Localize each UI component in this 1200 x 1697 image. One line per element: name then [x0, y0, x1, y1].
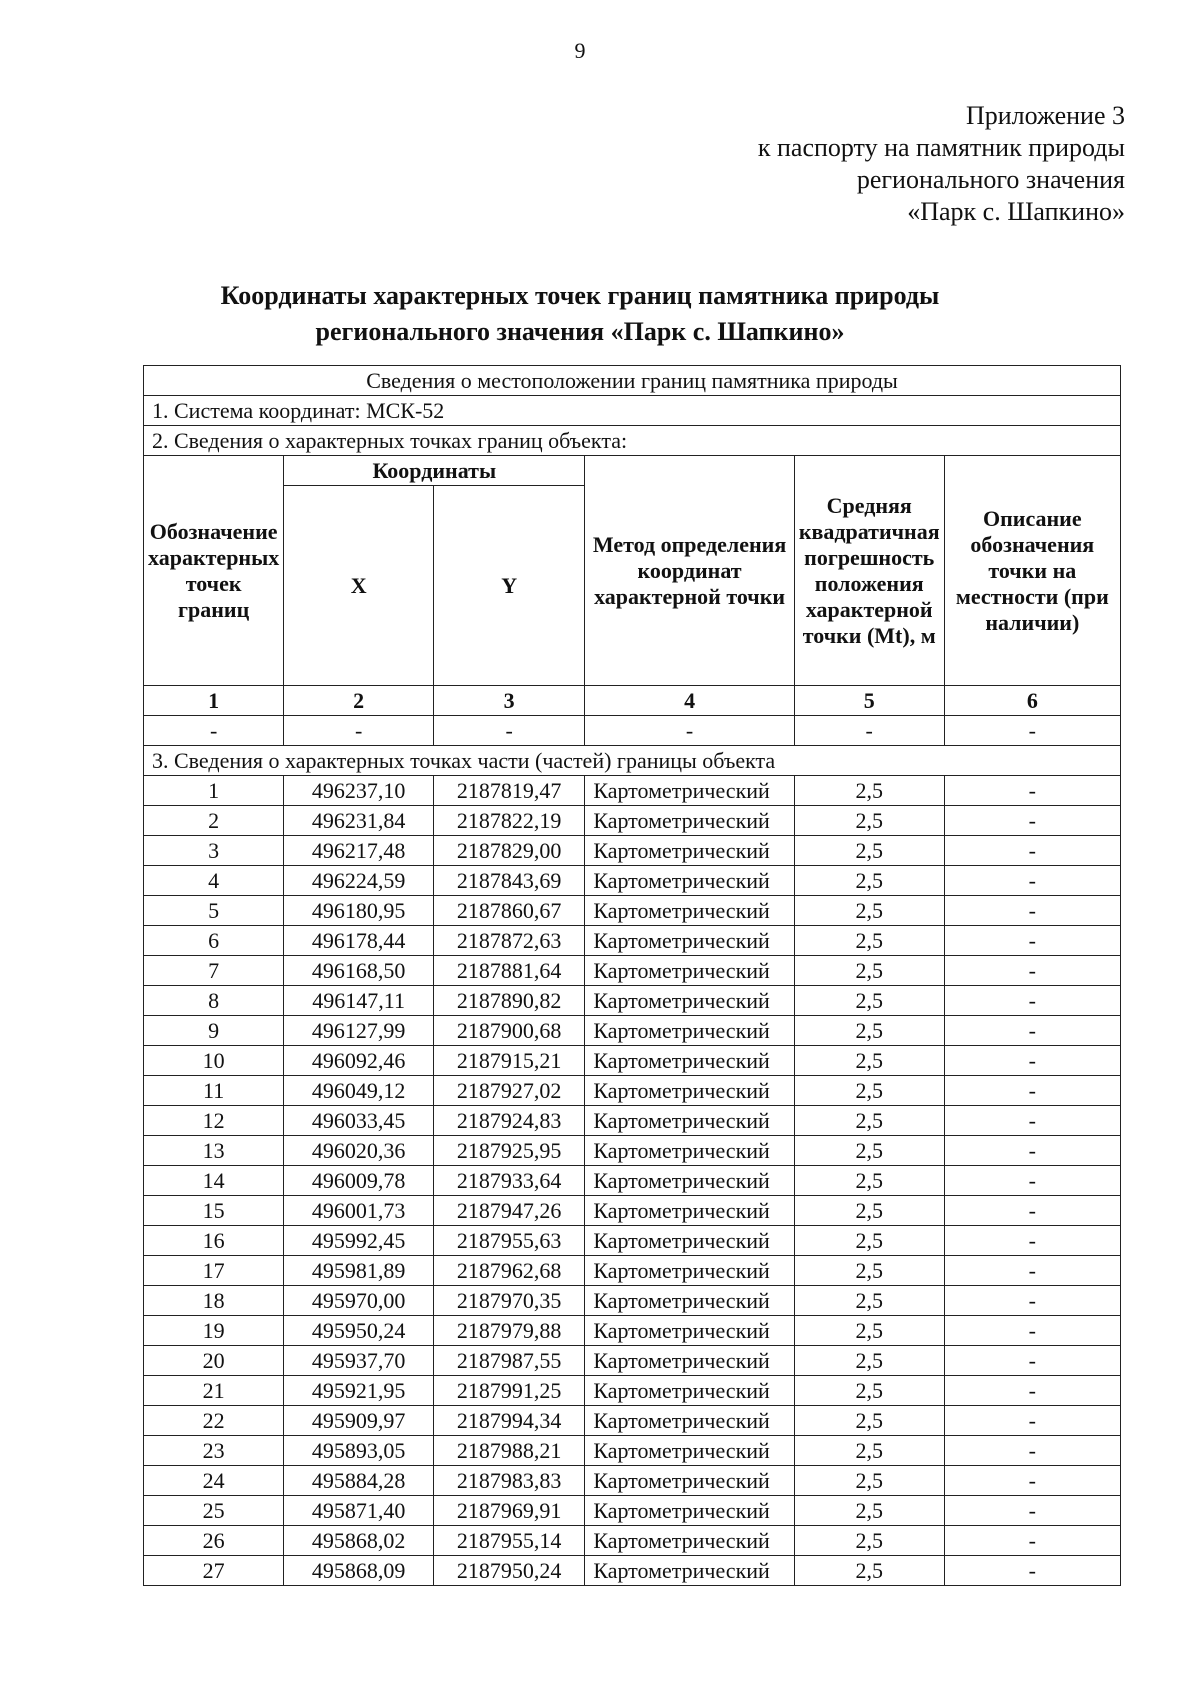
empty-cell: -: [794, 716, 944, 746]
header-y: Y: [433, 486, 584, 686]
description: -: [944, 926, 1120, 956]
col-number: 2: [284, 686, 434, 716]
y-coordinate: 2187900,68: [433, 1016, 584, 1046]
description: -: [944, 1046, 1120, 1076]
column-number-row: [144, 686, 1121, 716]
description: -: [944, 776, 1120, 806]
empty-cell: -: [585, 716, 794, 746]
method: Картометрический: [585, 866, 794, 896]
error-value: 2,5: [794, 1436, 944, 1466]
description: -: [944, 1556, 1120, 1586]
y-coordinate: 2187947,26: [433, 1196, 584, 1226]
table-row: [144, 1136, 1121, 1166]
error-value: 2,5: [794, 1376, 944, 1406]
header-method: Метод определения координат характерной точки: [585, 456, 794, 686]
table-row: [144, 1346, 1121, 1376]
point-number: 25: [144, 1496, 284, 1526]
description: -: [944, 1166, 1120, 1196]
col-number: 4: [585, 686, 794, 716]
error-value: 2,5: [794, 1226, 944, 1256]
error-value: 2,5: [794, 806, 944, 836]
method: Картометрический: [585, 1496, 794, 1526]
error-value: 2,5: [794, 866, 944, 896]
coordinates-table: [143, 365, 1121, 1586]
y-coordinate: 2187994,34: [433, 1406, 584, 1436]
appendix-line: регионального значения: [856, 165, 1125, 194]
x-coordinate: 495992,45: [284, 1226, 434, 1256]
method: Картометрический: [585, 956, 794, 986]
x-coordinate: 495981,89: [284, 1256, 434, 1286]
error-value: 2,5: [794, 836, 944, 866]
description: -: [944, 1016, 1120, 1046]
table-row: [144, 1496, 1121, 1526]
x-coordinate: 496001,73: [284, 1196, 434, 1226]
x-coordinate: 496168,50: [284, 956, 434, 986]
header-error: Средняя квадратичная погрешность положения характерной точки (Mt), м: [794, 456, 944, 686]
point-number: 19: [144, 1316, 284, 1346]
table-row: [144, 1526, 1121, 1556]
method: Картометрический: [585, 1166, 794, 1196]
error-value: 2,5: [794, 1526, 944, 1556]
section-row: [144, 426, 1121, 456]
point-number: 9: [144, 1016, 284, 1046]
error-value: 2,5: [794, 1136, 944, 1166]
description: -: [944, 1256, 1120, 1286]
error-value: 2,5: [794, 1556, 944, 1586]
y-coordinate: 2187915,21: [433, 1046, 584, 1076]
table-caption-row: [144, 366, 1121, 396]
description: -: [944, 1226, 1120, 1256]
x-coordinate: 495871,40: [284, 1496, 434, 1526]
error-value: 2,5: [794, 1016, 944, 1046]
point-number: 6: [144, 926, 284, 956]
description: -: [944, 1076, 1120, 1106]
coordinate-system: 1. Система координат: МСК-52: [144, 396, 1121, 426]
table-row: [144, 1376, 1121, 1406]
x-coordinate: 496217,48: [284, 836, 434, 866]
point-number: 18: [144, 1286, 284, 1316]
header-point: Обозначение характерных точек границ: [144, 456, 284, 686]
header-row: [144, 456, 1121, 486]
table-row: [144, 776, 1121, 806]
empty-row: [144, 716, 1121, 746]
description: -: [944, 896, 1120, 926]
y-coordinate: 2187962,68: [433, 1256, 584, 1286]
x-coordinate: 496231,84: [284, 806, 434, 836]
y-coordinate: 2187979,88: [433, 1316, 584, 1346]
x-coordinate: 496224,59: [284, 866, 434, 896]
table-row: [144, 1196, 1121, 1226]
description: -: [944, 836, 1120, 866]
x-coordinate: 495950,24: [284, 1316, 434, 1346]
error-value: 2,5: [794, 1406, 944, 1436]
x-coordinate: 496020,36: [284, 1136, 434, 1166]
table-row: [144, 896, 1121, 926]
method: Картометрический: [585, 1196, 794, 1226]
appendix-line: «Парк с. Шапкино»: [907, 197, 1125, 226]
method: Картометрический: [585, 806, 794, 836]
point-number: 27: [144, 1556, 284, 1586]
method: Картометрический: [585, 1316, 794, 1346]
col-number: 6: [944, 686, 1120, 716]
method: Картометрический: [585, 926, 794, 956]
error-value: 2,5: [794, 896, 944, 926]
description: -: [944, 1106, 1120, 1136]
table-row: [144, 986, 1121, 1016]
y-coordinate: 2187955,63: [433, 1226, 584, 1256]
error-value: 2,5: [794, 1496, 944, 1526]
table-row: [144, 1226, 1121, 1256]
appendix-line: к паспорту на памятник природы: [757, 133, 1125, 162]
table-row: [144, 1286, 1121, 1316]
table-row: [144, 926, 1121, 956]
y-coordinate: 2187819,47: [433, 776, 584, 806]
x-coordinate: 495893,05: [284, 1436, 434, 1466]
method: Картометрический: [585, 1466, 794, 1496]
y-coordinate: 2187925,95: [433, 1136, 584, 1166]
x-coordinate: 496092,46: [284, 1046, 434, 1076]
description: -: [944, 986, 1120, 1016]
x-coordinate: 495868,09: [284, 1556, 434, 1586]
table-row: [144, 1556, 1121, 1586]
method: Картометрический: [585, 1556, 794, 1586]
table-row: [144, 1316, 1121, 1346]
table-row: [144, 1076, 1121, 1106]
y-coordinate: 2187969,91: [433, 1496, 584, 1526]
method: Картометрический: [585, 1016, 794, 1046]
x-coordinate: 495909,97: [284, 1406, 434, 1436]
point-number: 13: [144, 1136, 284, 1166]
method: Картометрический: [585, 1376, 794, 1406]
x-coordinate: 495937,70: [284, 1346, 434, 1376]
y-coordinate: 2187822,19: [433, 806, 584, 836]
empty-cell: -: [433, 716, 584, 746]
y-coordinate: 2187860,67: [433, 896, 584, 926]
document-title: [130, 278, 1030, 350]
header-coordinates: Координаты: [284, 456, 585, 486]
point-number: 10: [144, 1046, 284, 1076]
error-value: 2,5: [794, 986, 944, 1016]
method: Картометрический: [585, 1406, 794, 1436]
y-coordinate: 2187924,83: [433, 1106, 584, 1136]
table-caption: Сведения о местоположении границ памятника природы: [144, 366, 1121, 396]
error-value: 2,5: [794, 926, 944, 956]
method: Картометрический: [585, 986, 794, 1016]
description: -: [944, 1286, 1120, 1316]
point-number: 7: [144, 956, 284, 986]
table-row: [144, 1256, 1121, 1286]
method: Картометрический: [585, 1226, 794, 1256]
description: -: [944, 1376, 1120, 1406]
col-number: 5: [794, 686, 944, 716]
table-row: [144, 1406, 1121, 1436]
method: Картометрический: [585, 776, 794, 806]
title-line: регионального значения «Парк с. Шапкино»: [315, 317, 845, 346]
error-value: 2,5: [794, 1316, 944, 1346]
point-number: 22: [144, 1406, 284, 1436]
point-number: 8: [144, 986, 284, 1016]
table-row: [144, 1436, 1121, 1466]
point-number: 15: [144, 1196, 284, 1226]
y-coordinate: 2187950,24: [433, 1556, 584, 1586]
description: -: [944, 1346, 1120, 1376]
method: Картометрический: [585, 1526, 794, 1556]
title-line: Координаты характерных точек границ памятника природы: [220, 281, 940, 310]
point-number: 24: [144, 1466, 284, 1496]
y-coordinate: 2187983,83: [433, 1466, 584, 1496]
section-row: [144, 746, 1121, 776]
y-coordinate: 2187881,64: [433, 956, 584, 986]
description: -: [944, 1436, 1120, 1466]
col-number: 1: [144, 686, 284, 716]
point-number: 23: [144, 1436, 284, 1466]
y-coordinate: 2187988,21: [433, 1436, 584, 1466]
y-coordinate: 2187843,69: [433, 866, 584, 896]
point-number: 26: [144, 1526, 284, 1556]
error-value: 2,5: [794, 1076, 944, 1106]
x-coordinate: 496180,95: [284, 896, 434, 926]
table-row: [144, 1106, 1121, 1136]
point-number: 20: [144, 1346, 284, 1376]
table-row: [144, 1166, 1121, 1196]
table-row: [144, 1466, 1121, 1496]
error-value: 2,5: [794, 1256, 944, 1286]
header-x: X: [284, 486, 434, 686]
y-coordinate: 2187955,14: [433, 1526, 584, 1556]
point-number: 4: [144, 866, 284, 896]
x-coordinate: 496009,78: [284, 1166, 434, 1196]
point-number: 3: [144, 836, 284, 866]
method: Картометрический: [585, 1046, 794, 1076]
description: -: [944, 806, 1120, 836]
empty-cell: -: [144, 716, 284, 746]
x-coordinate: 495970,00: [284, 1286, 434, 1316]
table-row: [144, 806, 1121, 836]
description: -: [944, 1526, 1120, 1556]
description: -: [944, 1316, 1120, 1346]
method: Картометрический: [585, 836, 794, 866]
method: Картометрический: [585, 1256, 794, 1286]
method: Картометрический: [585, 1436, 794, 1466]
y-coordinate: 2187991,25: [433, 1376, 584, 1406]
error-value: 2,5: [794, 1046, 944, 1076]
table-row: [144, 836, 1121, 866]
error-value: 2,5: [794, 776, 944, 806]
y-coordinate: 2187933,64: [433, 1166, 584, 1196]
point-number: 2: [144, 806, 284, 836]
y-coordinate: 2187987,55: [433, 1346, 584, 1376]
point-number: 12: [144, 1106, 284, 1136]
y-coordinate: 2187890,82: [433, 986, 584, 1016]
col-number: 3: [433, 686, 584, 716]
x-coordinate: 495921,95: [284, 1376, 434, 1406]
table-row: [144, 1016, 1121, 1046]
method: Картометрический: [585, 896, 794, 926]
method: Картометрический: [585, 1346, 794, 1376]
y-coordinate: 2187970,35: [433, 1286, 584, 1316]
error-value: 2,5: [794, 1106, 944, 1136]
error-value: 2,5: [794, 1196, 944, 1226]
error-value: 2,5: [794, 1166, 944, 1196]
header-description: Описание обозначения точки на местности (при наличии): [944, 456, 1120, 686]
point-number: 11: [144, 1076, 284, 1106]
point-number: 14: [144, 1166, 284, 1196]
x-coordinate: 496049,12: [284, 1076, 434, 1106]
table-row: [144, 1046, 1121, 1076]
description: -: [944, 956, 1120, 986]
description: -: [944, 1136, 1120, 1166]
error-value: 2,5: [794, 956, 944, 986]
point-number: 5: [144, 896, 284, 926]
page-number: 9: [574, 38, 586, 63]
y-coordinate: 2187872,63: [433, 926, 584, 956]
description: -: [944, 1466, 1120, 1496]
table-row: [144, 866, 1121, 896]
description: -: [944, 1196, 1120, 1226]
point-number: 16: [144, 1226, 284, 1256]
method: Картометрический: [585, 1136, 794, 1166]
point-number: 1: [144, 776, 284, 806]
description: -: [944, 1406, 1120, 1436]
x-coordinate: 496237,10: [284, 776, 434, 806]
appendix-line: Приложение 3: [965, 101, 1125, 130]
x-coordinate: 496178,44: [284, 926, 434, 956]
y-coordinate: 2187927,02: [433, 1076, 584, 1106]
x-coordinate: 496033,45: [284, 1106, 434, 1136]
description: -: [944, 1496, 1120, 1526]
empty-cell: -: [944, 716, 1120, 746]
error-value: 2,5: [794, 1286, 944, 1316]
table-row: [144, 956, 1121, 986]
section-part-points: 3. Сведения о характерных точках части (частей) границы объекта: [144, 746, 1121, 776]
x-coordinate: 495868,02: [284, 1526, 434, 1556]
x-coordinate: 495884,28: [284, 1466, 434, 1496]
y-coordinate: 2187829,00: [433, 836, 584, 866]
method: Картометрический: [585, 1106, 794, 1136]
point-number: 21: [144, 1376, 284, 1406]
appendix-header: [758, 100, 1125, 228]
error-value: 2,5: [794, 1346, 944, 1376]
section-object-points: 2. Сведения о характерных точках границ объекта:: [144, 426, 1121, 456]
description: -: [944, 866, 1120, 896]
section-row: [144, 396, 1121, 426]
point-number: 17: [144, 1256, 284, 1286]
x-coordinate: 496147,11: [284, 986, 434, 1016]
empty-cell: -: [284, 716, 434, 746]
method: Картометрический: [585, 1076, 794, 1106]
x-coordinate: 496127,99: [284, 1016, 434, 1046]
method: Картометрический: [585, 1286, 794, 1316]
error-value: 2,5: [794, 1466, 944, 1496]
